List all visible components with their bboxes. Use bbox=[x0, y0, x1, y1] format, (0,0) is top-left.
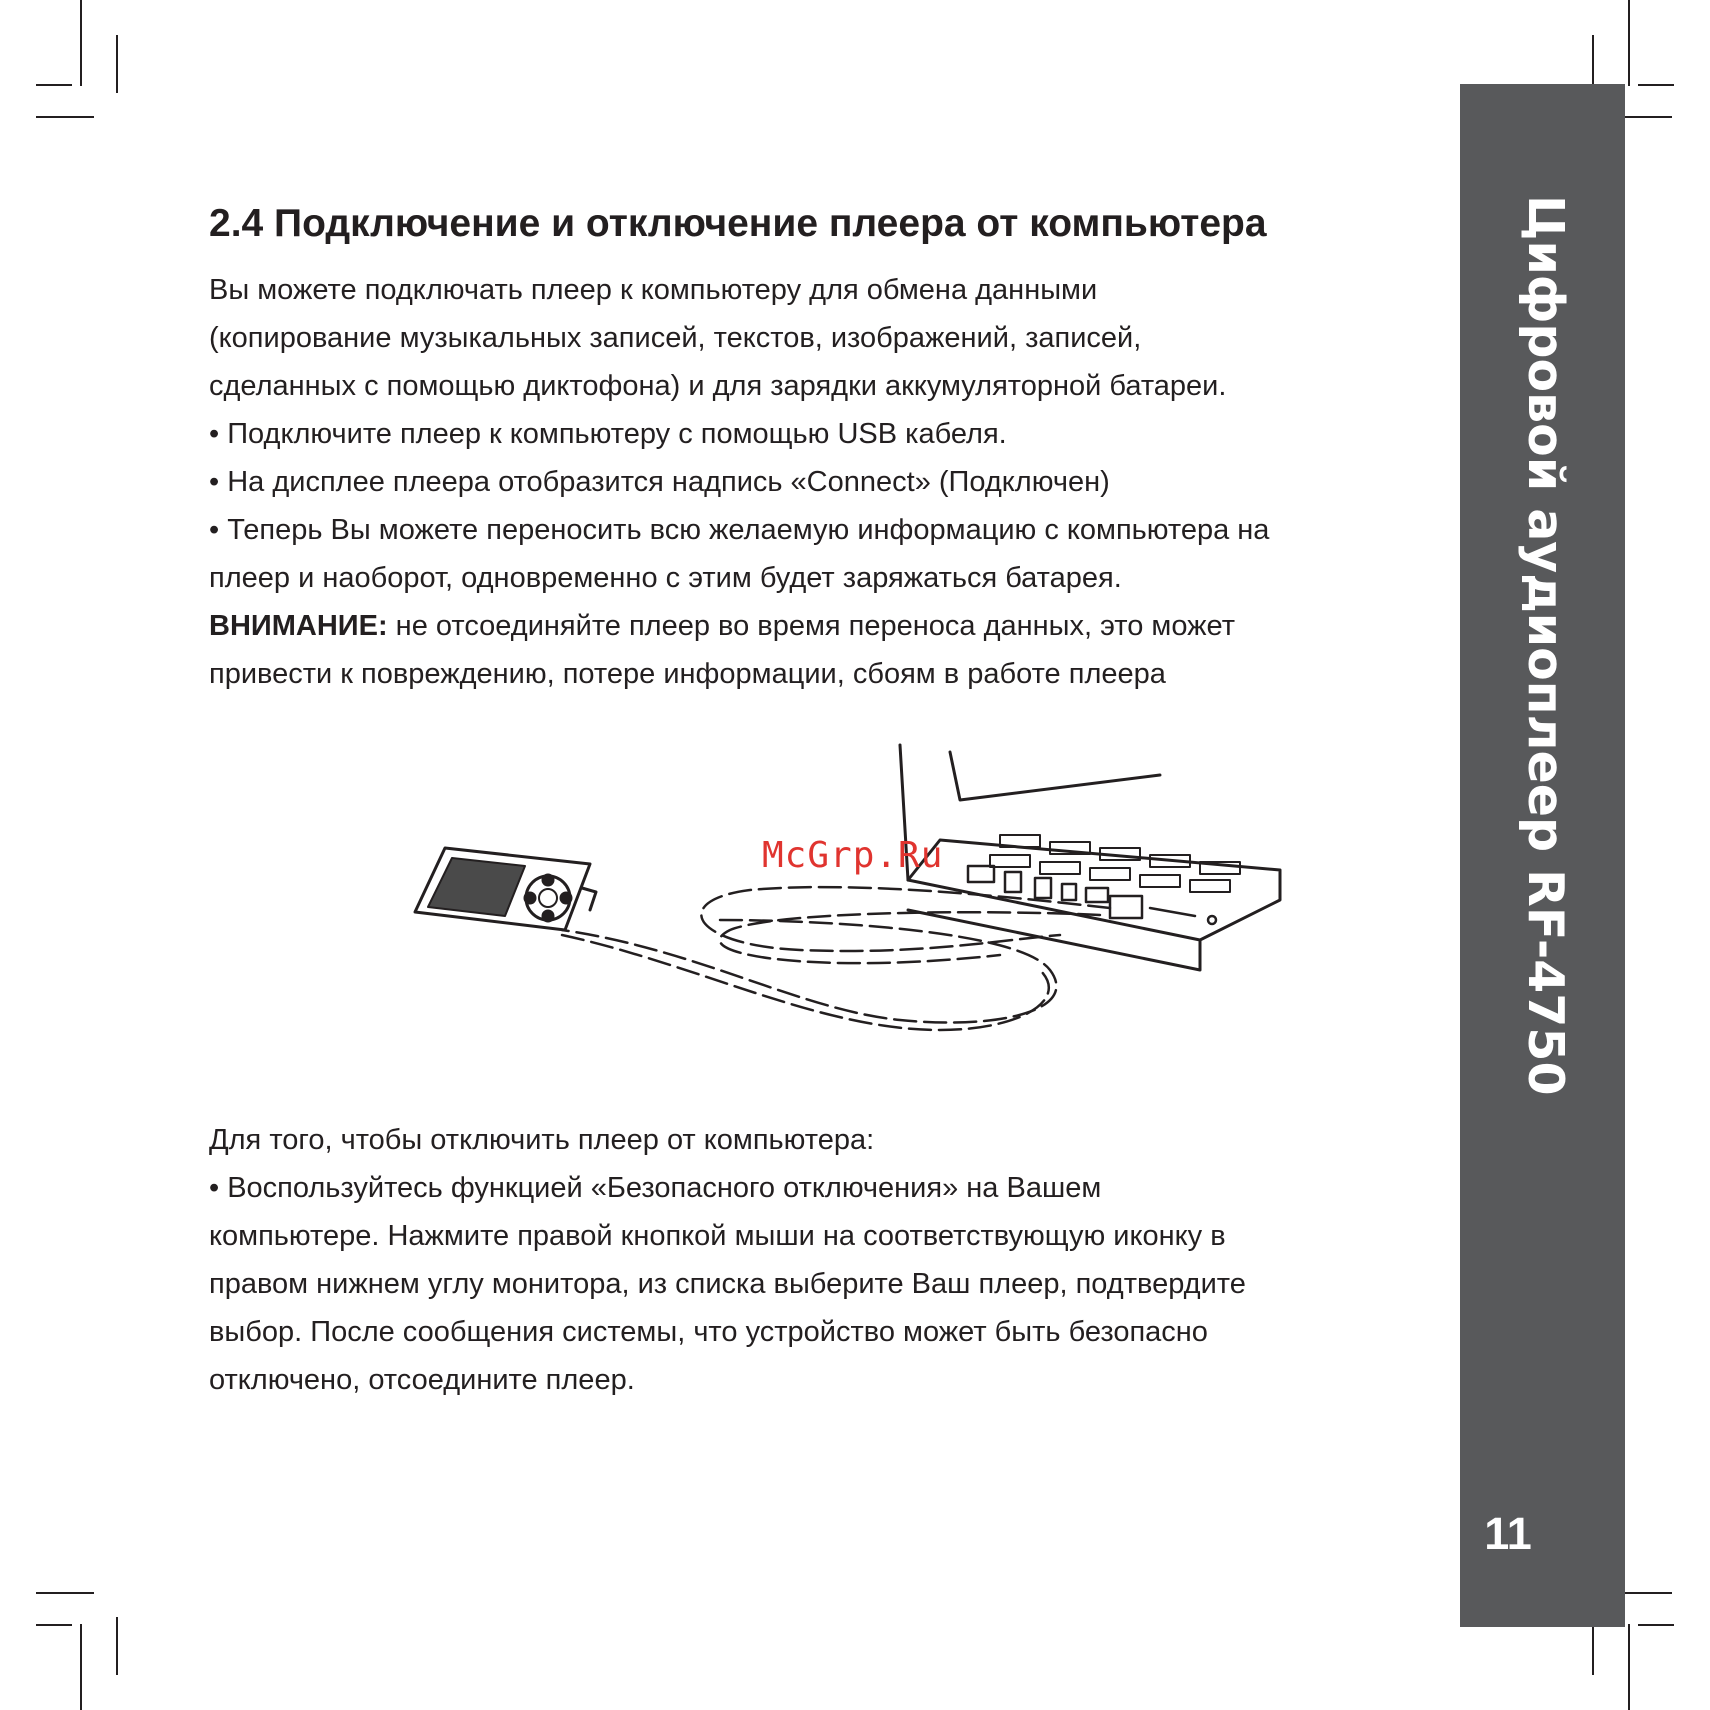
crop-mark bbox=[116, 1617, 118, 1675]
section-disconnect bbox=[209, 1116, 1409, 1404]
crop-mark bbox=[36, 116, 94, 118]
crop-mark bbox=[1628, 0, 1630, 86]
text-line: плеер и наоборот, одновременно с этим будет заряжаться батарея. bbox=[209, 562, 1122, 594]
section-intro bbox=[209, 196, 1409, 698]
text-line: Для того, чтобы отключить плеер от компьютера: bbox=[209, 1124, 875, 1156]
crop-mark bbox=[1638, 1624, 1674, 1626]
bullet-item: • Теперь Вы можете переносить всю желаемую информацию с компьютера на bbox=[209, 514, 1270, 546]
warning-line-2: привести к повреждению, потере информации, сбоям в работе плеера bbox=[209, 658, 1166, 690]
crop-mark bbox=[80, 1624, 82, 1710]
crop-mark bbox=[36, 84, 72, 86]
text-line: правом нижнем углу монитора, из списка выберите Ваш плеер, подтвердите bbox=[209, 1268, 1246, 1300]
text-line: сделанных с помощью диктофона) и для зарядки аккумуляторной батареи. bbox=[209, 370, 1227, 402]
crop-mark bbox=[80, 0, 82, 86]
bullet-item: • На дисплее плеера отобразится надпись «Connect» (Подключен) bbox=[209, 466, 1110, 498]
player-laptop-illustration bbox=[300, 730, 1300, 1060]
warning-line bbox=[209, 602, 1409, 650]
warning-label: ВНИМАНИЕ: bbox=[209, 610, 388, 642]
section-heading: 2.4 Подключение и отключение плеера от компьютера bbox=[209, 202, 1267, 245]
crop-mark bbox=[36, 1592, 94, 1594]
mp3-player bbox=[415, 848, 596, 930]
crop-mark bbox=[36, 1624, 72, 1626]
intro-text bbox=[209, 266, 1409, 698]
text-line: компьютере. Нажмите правой кнопкой мыши на соответствующую иконку в bbox=[209, 1220, 1226, 1252]
crop-mark bbox=[1638, 84, 1674, 86]
usb-cable bbox=[562, 887, 1110, 1030]
sidebar-title: Цифровой аудиоплеер RF-4750 bbox=[1517, 195, 1574, 1096]
crop-mark bbox=[116, 35, 118, 93]
watermark: McGrp.Ru bbox=[762, 835, 944, 876]
text-line: отключено, отсоедините плеер. bbox=[209, 1364, 635, 1396]
page-number: 11 bbox=[1484, 1508, 1532, 1559]
text-line: Вы можете подключать плеер к компьютеру для обмена данными bbox=[209, 274, 1098, 306]
bullet-item: • Воспользуйтесь функцией «Безопасного отключения» на Вашем bbox=[209, 1172, 1102, 1204]
warning-text: не отсоединяйте плеер во время переноса данных, это может bbox=[387, 610, 1235, 642]
crop-mark bbox=[1628, 1624, 1630, 1710]
text-line: (копирование музыкальных записей, текстов, изображений, записей, bbox=[209, 322, 1142, 354]
bullet-item: • Подключите плеер к компьютеру с помощью USB кабеля. bbox=[209, 418, 1007, 450]
disconnect-text bbox=[209, 1116, 1409, 1404]
text-line: выбор. После сообщения системы, что устройство может быть безопасно bbox=[209, 1316, 1208, 1348]
